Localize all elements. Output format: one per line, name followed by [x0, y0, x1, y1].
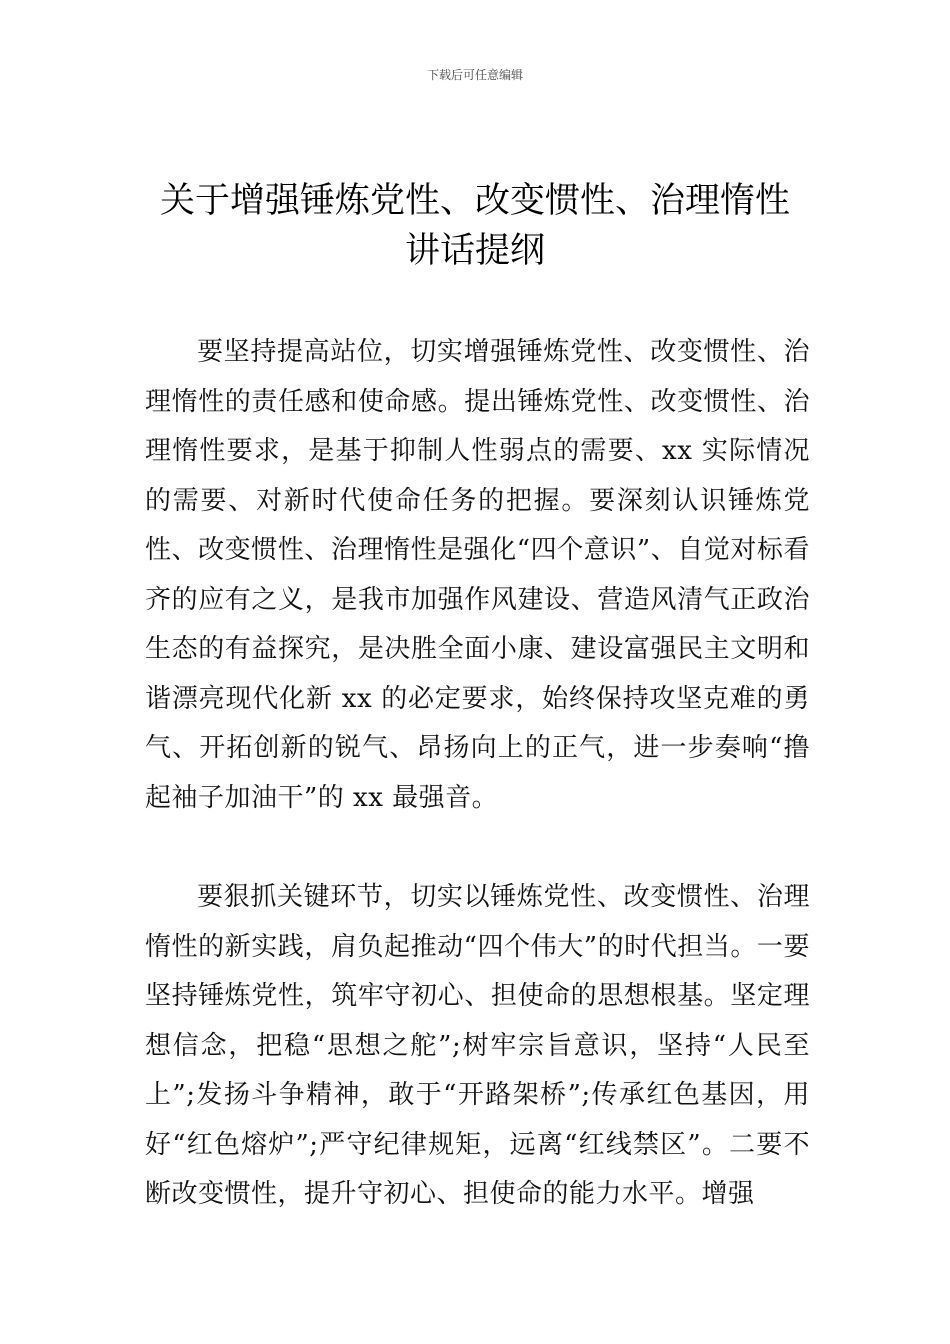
document-title [60, 176, 890, 276]
body-paragraph-1: 要坚持提高站位，切实增强锤炼党性、改变惯性、治理惰性的责任感和使命感。提出锤炼党性、改变惯性、治理惰性要求，是基于抑制人性弱点的需要、xx 实际情况的需要、对新时代使命任务的把握。要深刻认识锤炼党性、改变惯性、治理惰性是强化“四个意识”、自觉对标看齐的应有之义，是我市加强作风建设、营造风清气正政治生态的有益探究，是决胜全面小康、建设富强民主文明和谐漂亮现代化新 xx 的必定要求，始终保持攻坚克难的勇气、开拓创新的锐气、昂扬向上的正气，进一步奏响“撸起袖子加油干”的 xx 最强音。 [145, 337, 810, 813]
body-paragraph-2: 要狠抓关键环节，切实以锤炼党性、改变惯性、治理惰性的新实践，肩负起推动“四个伟大”的时代担当。一要坚持锤炼党性，筑牢守初心、担使命的思想根基。坚定理想信念，把稳“思想之舵”;树牢宗旨意识，坚持“人民至上”;发扬斗争精神，敢于“开路架桥”;传承红色基因，用好“红色熔炉”;严守纪律规矩，远离“红线禁区”。二要不断改变惯性，提升守初心、担使命的能力水平。增强 [145, 882, 810, 1209]
title-line-1: 关于增强锤炼党性、改变惯性、治理惰性 [159, 181, 790, 221]
title-line-2: 讲话提纲 [404, 231, 545, 271]
header-note: 下载后可任意编辑 [426, 68, 523, 82]
